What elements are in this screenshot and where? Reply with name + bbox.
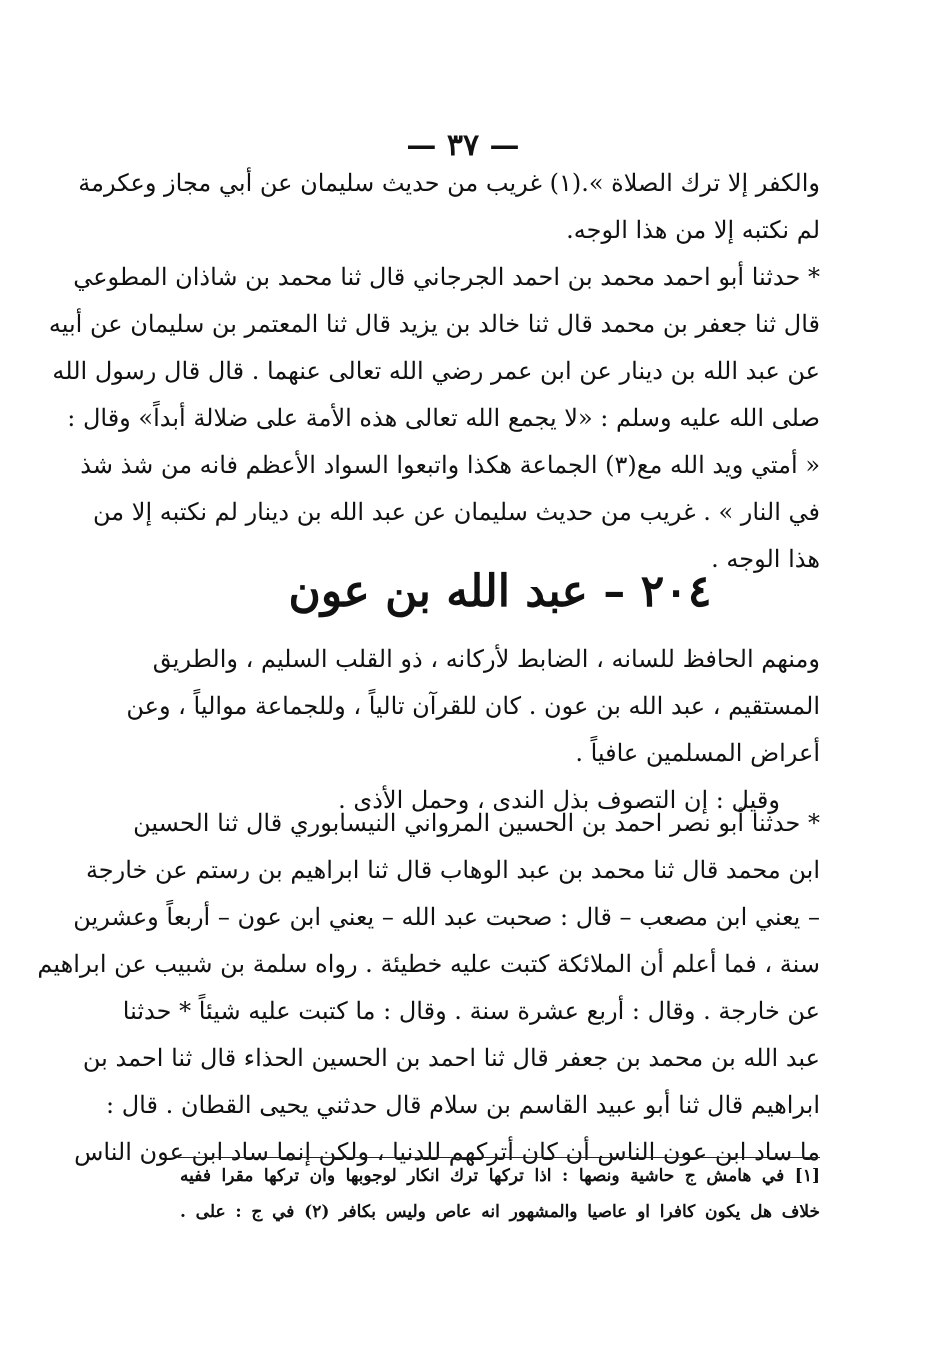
- text-line: أعراض المسلمين عافياً .: [575, 739, 820, 767]
- text-line: « أمتي ويد الله مع(٣) الجماعة هكذا واتبعوا السواد الأعظم فانه من شذ شذ: [80, 451, 820, 479]
- paragraph-biography: [126, 636, 820, 777]
- text-line: لم نكتبه إلا من هذا الوجه.: [566, 216, 820, 244]
- text-line: عبد الله بن محمد بن جعفر قال ثنا احمد بن الحسين الحذاء قال ثنا احمد بن: [82, 1044, 820, 1072]
- text-line: وقيل : إن التصوف بذل الندى ، وحمل الأذى .: [338, 786, 780, 814]
- text-line: سنة ، فما أعلم أن الملائكة كتبت عليه خطيئة . رواه سلمة بن شبيب عن ابراهيم: [37, 950, 820, 978]
- paragraph-hadith-end: [78, 160, 820, 254]
- paragraph-isnad: [48, 254, 820, 583]
- text-line: صلى الله عليه وسلم : «لا يجمع الله تعالى هذه الأمة على ضلالة أبداً» وقال :: [67, 404, 820, 432]
- text-line: * حدثنا أبو نصر احمد بن الحسين المرواني النيسابوري قال ثنا الحسين: [133, 809, 820, 837]
- page-number: — ٣٧ —: [406, 128, 520, 163]
- text-line: ابن محمد قال ثنا محمد بن عبد الوهاب قال ثنا ابراهيم بن رستم عن خارجة: [85, 856, 820, 884]
- text-line: والكفر إلا ترك الصلاة ».(١) غريب من حديث سليمان عن أبي مجاز وعكرمة: [78, 169, 820, 197]
- text-line: ابراهيم قال ثنا أبو عبيد القاسم بن سلام قال حدثني يحيى القطان . قال :: [106, 1091, 820, 1119]
- text-line: قال ثنا جعفر بن محمد قال ثنا خالد بن يزيد قال ثنا المعتمر بن سليمان عن أبيه: [48, 310, 820, 338]
- paragraph-narration: [37, 800, 820, 1176]
- text-line: ما ساد ابن عون الناس أن كان أتركهم للدنيا ، ولكن إنما ساد ابن عون الناس: [74, 1138, 820, 1166]
- text-line: في النار » . غريب من حديث سليمان عن عبد الله بن دينار لم نكتبه إلا من: [93, 498, 820, 526]
- footnote-line: خلاف هل يكون كافرا او عاصيا والمشهور انه عاص وليس بكافر (٢) في ج : على .: [180, 1202, 821, 1222]
- footnote-line: [١] في هامش ج حاشية ونصها : اذا تركها ترك انكار لوجوبها وان تركها مقرا ففيه: [180, 1166, 820, 1186]
- text-line: * حدثنا أبو احمد محمد بن احمد الجرجاني قال ثنا محمد بن شاذان المطوعي: [73, 263, 820, 291]
- text-line: هذا الوجه .: [711, 545, 820, 573]
- section-heading: ٢٠٤ – عبد الله بن عون: [288, 566, 712, 617]
- text-line: – يعني ابن مصعب – قال : صحبت عبد الله – يعني ابن عون – أربعاً وعشرين: [73, 903, 820, 931]
- footnotes: [180, 1158, 820, 1230]
- text-line: عن خارجة . وقال : أربع عشرة سنة . وقال : ما كتبت عليه شيئاً * حدثنا: [122, 997, 820, 1025]
- text-line: المستقيم ، عبد الله بن عون . كان للقرآن تالياً ، وللجماعة موالياً ، وعن: [126, 692, 820, 720]
- text-line: ومنهم الحافظ للسانه ، الضابط لأركانه ، ذو القلب السليم ، والطريق: [152, 645, 820, 673]
- text-line: عن عبد الله بن دينار عن ابن عمر رضي الله تعالى عنهما . قال قال رسول الله: [52, 357, 820, 385]
